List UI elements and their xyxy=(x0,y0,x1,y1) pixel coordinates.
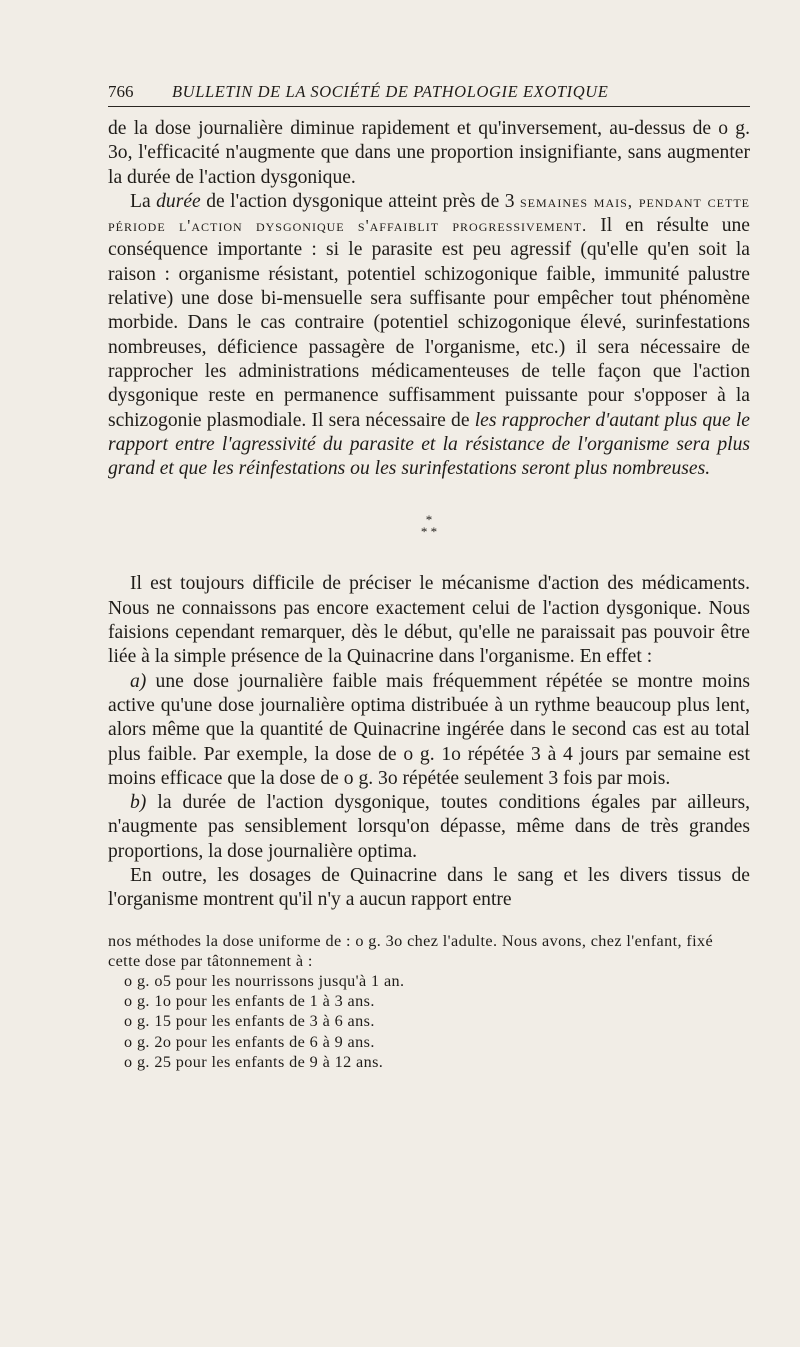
item-a-label: a) xyxy=(130,670,147,692)
dose-row: o g. o5 pour les nourrissons jusqu'à 1 an. xyxy=(124,972,405,991)
item-a-text: une dose journalière faible mais fréquemment répétée se montre moins active qu'une dose journalière optima distribuée à un rythme beaucoup plus lent, alors même que la quantité de Quinacrine ingérée dans le second cas est au total plus faible. Par exemple, la dose de o g. 1o répétée 3 à 4 jours par semaine est moins efficace que la dose de o g. 3o répétée seulement 3 fois par mois. xyxy=(108,670,750,789)
dose-row: o g. 15 pour les enfants de 3 à 6 ans. xyxy=(124,1012,375,1031)
journal-title: BULLETIN DE LA SOCIÉTÉ DE PATHOLOGIE EXOTIQUE xyxy=(172,82,609,101)
page xyxy=(108,82,750,1072)
paragraph-1: de la dose journalière diminue rapidement et qu'inversement, au-dessus de o g. 3o, l'efficacité n'augmente que dans une proportion insignifiante, sans augmenter la durée de l'action dysgonique. xyxy=(108,118,750,188)
running-header xyxy=(108,82,750,107)
p2-mid: de l'action dysgonique atteint près de 3 xyxy=(200,190,520,212)
p2-rest: Il en résulte une conséquence importante : si le parasite est peu agressif (qu'elle qu'en soit la raison : organisme résistant, potentiel schizogonique faible, immunité palustre relative) une dose bi-mensuelle sera suffisante pour empêcher tout phénomène morbide. Dans le cas contraire (potentiel schizogonique élevé, surinfestations nombreuses, déficience passagère de l'organisme, etc.) il sera nécessaire de rapprocher les administrations médicamenteuses de telle façon que l'action dysgonique reste en permanence suffisamment puissante pour s'opposer à la schizogonie plasmodiale. Il sera nécessaire de xyxy=(108,215,750,431)
dose-row: o g. 1o pour les enfants de 1 à 3 ans. xyxy=(124,992,375,1011)
dose-row: o g. 2o pour les enfants de 6 à 9 ans. xyxy=(124,1032,375,1051)
dose-row: o g. 25 pour les enfants de 9 à 12 ans. xyxy=(124,1052,384,1071)
paragraph-3: Il est toujours difficile de préciser le mécanisme d'action des médicaments. Nous ne connaissons pas encore exactement celui de l'action dysgonique. Nous faisions cependant remarquer, dès le début, qu'elle ne paraissait pas pouvoir être liée à la simple présence de la Quinacrine dans l'organisme. En effet : xyxy=(108,573,750,668)
item-b xyxy=(108,791,750,864)
p2-emphasis-duree: durée xyxy=(156,190,201,212)
paragraph-2 xyxy=(108,190,750,482)
section-separator xyxy=(108,514,750,538)
item-b-label: b) xyxy=(130,792,147,814)
footnote-intro: nos méthodes la dose uniforme de : o g. 3o chez l'adulte. Nous avons, chez l'enfant, fixé cette dose par tâtonnement à : xyxy=(108,931,714,970)
p2-smallcaps: semaines mais, pendant cette période l'action dysgonique s'affaiblit progressivement. xyxy=(108,191,750,236)
separator-top-star: * xyxy=(425,512,433,528)
p2-start: La xyxy=(130,190,157,212)
separator-bottom-stars: * * xyxy=(420,524,438,540)
paragraph-4: En outre, les dosages de Quinacrine dans le sang et les divers tissus de l'organisme montrent qu'il n'y a aucun rapport entre xyxy=(108,865,750,911)
page-number: 766 xyxy=(108,82,134,101)
p2-emphasis-end: les rapprocher d'autant plus que le rapport entre l'agressivité du parasite et la résistance de l'organisme sera plus grand et que les réinfestations ou les surinfestations seront plus nombreuses. xyxy=(108,409,750,480)
item-a xyxy=(108,670,750,791)
footnote xyxy=(108,931,750,1072)
item-b-text: la durée de l'action dysgonique, toutes conditions égales par ailleurs, n'augmente pas sensiblement lorsqu'on dépasse, même dans de très grandes proportions, la dose journalière optima. xyxy=(108,792,750,862)
article-body xyxy=(108,117,750,913)
